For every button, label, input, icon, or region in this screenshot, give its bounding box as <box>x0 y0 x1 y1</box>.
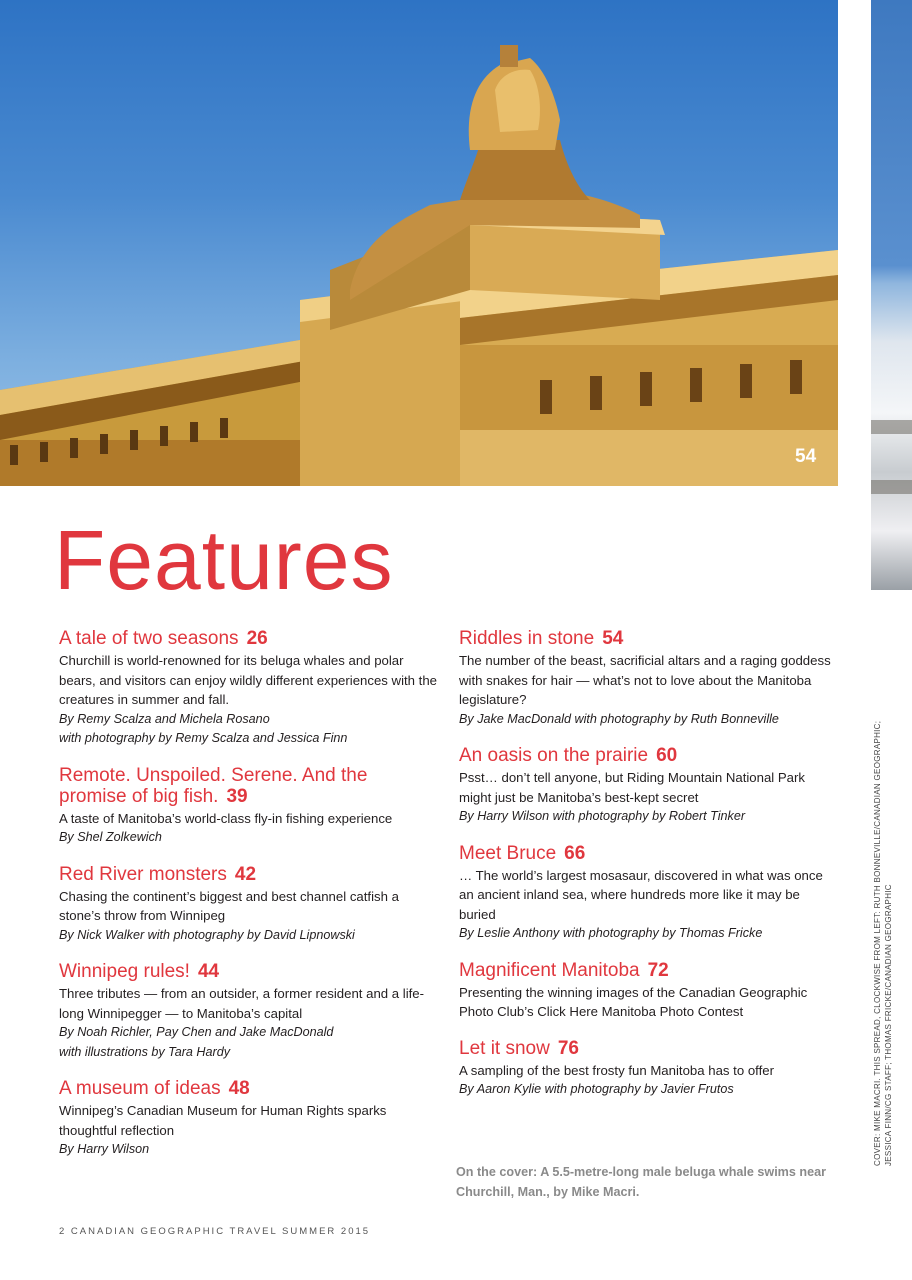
feature-description: Churchill is world-renowned for its beluga whales and polar bears, and visitors can enjoy wildly different experiences with the creatures in summer and fall. <box>59 653 437 707</box>
feature-description: Three tributes — from an outsider, a former resident and a life-long Winnipegger — to Manitoba’s capital <box>59 986 425 1021</box>
page-title: Features <box>54 513 394 607</box>
feature-title <box>59 864 439 885</box>
feature-page-number: 44 <box>197 961 220 982</box>
feature-description: Psst… don’t tell anyone, but Riding Mountain National Park might just be Manitoba’s best-kept secret <box>459 770 805 805</box>
feature-item[interactable] <box>459 745 839 827</box>
feature-byline: By Shel Zolkewich <box>59 830 162 844</box>
feature-description: A taste of Manitoba’s world-class fly-in fishing experience <box>59 810 393 826</box>
feature-item[interactable] <box>459 1038 839 1100</box>
feature-page-number: 76 <box>557 1037 579 1059</box>
feature-item[interactable] <box>59 961 439 1062</box>
feature-description: The number of the beast, sacrificial altars and a raging goddess with snakes for hair — what’s not to love about the Manitoba legislature? <box>459 653 831 707</box>
feature-description: … The world’s largest mosasaur, discovered in what was once an ancient inland sea, where hundreds more like it may be buried <box>459 867 823 922</box>
photo-credits-line-2: JESSICA FINN/CG STAFF; THOMAS FRICKE/CANADIAN GEOGRAPHIC <box>884 884 893 1166</box>
feature-title-text: A museum of ideas <box>59 1078 221 1099</box>
feature-description: Chasing the continent’s biggest and best channel catfish a stone’s throw from Winnipeg <box>59 888 399 923</box>
page-footer: 2 CANADIAN GEOGRAPHIC TRAVEL SUMMER 2015 <box>59 1226 371 1237</box>
feature-title-text: Magnificent Manitoba <box>459 959 640 981</box>
feature-page-number: 26 <box>246 628 268 649</box>
feature-page-number: 54 <box>602 628 624 649</box>
feature-title <box>59 961 439 982</box>
feature-title <box>459 960 839 981</box>
feature-byline: with photography by Remy Scalza and Jessica Finn <box>59 731 348 745</box>
feature-title-text: Red River monsters <box>59 863 227 885</box>
feature-title-text: Winnipeg rules! <box>59 961 190 982</box>
feature-title <box>59 628 439 649</box>
feature-page-number: 72 <box>647 959 669 981</box>
feature-title <box>459 1038 839 1059</box>
feature-page-number: 48 <box>228 1078 250 1099</box>
cover-note: On the cover: A 5.5-metre-long male beluga whale swims near Churchill, Man., by Mike Macri. <box>456 1165 826 1199</box>
feature-title-text: A tale of two seasons <box>59 628 239 649</box>
photo-credits-line-1: COVER: MIKE MACRI. THIS SPREAD, CLOCKWISE FROM LEFT: RUTH BONNEVILLE/CANADIAN GEOGRAPHIC; <box>873 720 882 1166</box>
right-feature-column <box>459 628 839 1116</box>
hero-photo <box>0 0 838 486</box>
feature-page-number: 42 <box>234 863 257 885</box>
feature-title <box>459 745 839 766</box>
feature-title <box>59 1078 439 1099</box>
photo-credits <box>872 606 894 1166</box>
feature-description: Presenting the winning images of the Canadian Geographic Photo Club’s Click Here Manitoba Photo Contest <box>459 984 808 1019</box>
feature-byline: By Harry Wilson with photography by Robert Tinker <box>459 809 746 823</box>
feature-byline: By Remy Scalza and Michela Rosano <box>59 711 270 726</box>
feature-title-text: Riddles in stone <box>459 628 595 649</box>
feature-byline: with illustrations by Tara Hardy <box>59 1044 231 1059</box>
feature-page-number: 66 <box>564 842 586 864</box>
feature-title <box>59 765 439 807</box>
feature-page-number: 39 <box>226 785 248 807</box>
feature-title <box>459 843 839 864</box>
feature-byline: By Harry Wilson <box>59 1142 150 1156</box>
feature-description: A sampling of the best frosty fun Manitoba has to offer <box>459 1062 774 1078</box>
sphinx-building-illustration <box>0 0 838 486</box>
feature-byline: By Nick Walker with photography by David Lipnowski <box>59 927 355 942</box>
feature-item[interactable] <box>59 864 439 946</box>
feature-byline: By Noah Richler, Pay Chen and Jake MacDonald <box>59 1025 334 1039</box>
feature-description: Winnipeg’s Canadian Museum for Human Rights sparks thoughtful reflection <box>59 1103 387 1138</box>
feature-title-text: Meet Bruce <box>459 842 557 864</box>
feature-page-number: 60 <box>656 745 678 766</box>
feature-item[interactable] <box>59 765 439 848</box>
feature-title <box>459 628 839 649</box>
feature-title-text: An oasis on the prairie <box>459 745 649 766</box>
feature-item[interactable] <box>59 628 439 749</box>
feature-title-text: Remote. Unspoiled. Serene. And the promise of big fish. <box>59 764 368 807</box>
feature-item[interactable] <box>459 843 839 944</box>
left-feature-column <box>59 628 439 1176</box>
feature-byline: By Jake MacDonald with photography by Ruth Bonneville <box>459 711 779 726</box>
feature-title-text: Let it snow <box>459 1037 550 1059</box>
feature-byline: By Aaron Kylie with photography by Javier Frutos <box>459 1082 734 1096</box>
feature-item[interactable] <box>459 628 839 729</box>
feature-item[interactable] <box>59 1078 439 1160</box>
feature-item[interactable] <box>459 960 839 1022</box>
hero-page-badge: 54 <box>795 446 817 467</box>
feature-byline: By Leslie Anthony with photography by Thomas Fricke <box>459 926 763 940</box>
side-photo-strip <box>871 0 912 590</box>
